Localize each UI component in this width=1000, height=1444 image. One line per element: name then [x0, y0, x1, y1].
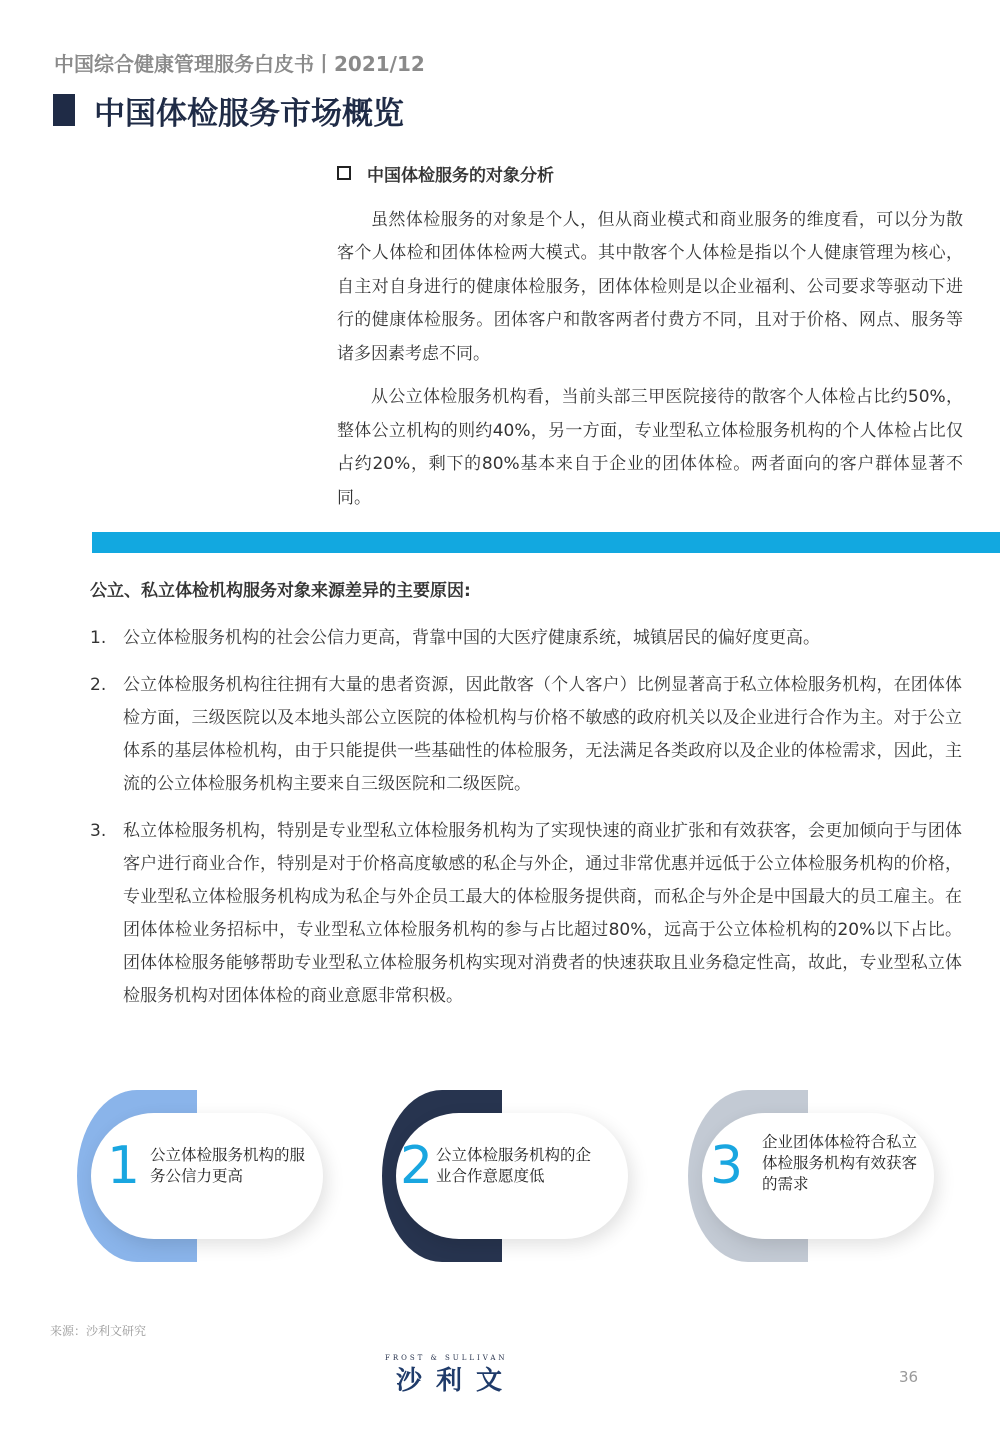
section-heading: 中国体检服务的对象分析 — [337, 160, 963, 194]
page-number: 36 — [899, 1368, 919, 1386]
logo-chinese: 沙利文 — [396, 1366, 517, 1396]
report-subtitle: 中国综合健康管理服务白皮书丨2021/12 — [54, 52, 425, 76]
card-number: 3 — [710, 1136, 744, 1196]
card-text: 公立体检服务机构的服务公信力更高 — [150, 1146, 306, 1185]
analysis-section — [337, 160, 963, 525]
list-item: 3. 私立体检服务机构，特别是专业型私立体检服务机构为了实现快速的商业扩张和有效获客，会更加倾向于与团体客户进行商业合作，特别是对于价格高度敏感的私企与外企，通过非常优惠并远低于公立体检服务机构的价格，专业型私立体检服务机构成为私企与外企员工最大的体检服务提供商，而私企与外企是中国最大的员工雇主。在团体体检业务招标中，专业型私立体检服务机构的参与占比超过80%，远高于公立体检机构的20%以下占比。团体体检服务能够帮助专业型私立体检服务机构实现对消费者的快速获取且业务稳定性高，故此，专业型私立体检服务机构对团体体检的商业意愿非常积极。 — [90, 821, 962, 1006]
divider-bar — [92, 532, 1000, 553]
logo-english: FROST & SULLIVAN — [385, 1354, 508, 1362]
reasons-section — [90, 575, 962, 1027]
checkbox-bullet-icon — [337, 166, 351, 180]
summary-card-3 — [688, 1090, 948, 1265]
title-accent-bar — [53, 94, 75, 126]
card-text: 企业团体体检符合私立体检服务机构有效获客的需求 — [762, 1133, 918, 1193]
card-number: 1 — [107, 1136, 141, 1196]
reasons-heading: 公立、私立体检机构服务对象来源差异的主要原因: — [90, 581, 471, 601]
list-item: 1. 公立体检服务机构的社会公信力更高，背靠中国的大医疗健康系统，城镇居民的偏好度更高。 — [90, 628, 820, 648]
source-note: 来源：沙利文研究 — [50, 1324, 147, 1338]
card-text: 公立体检服务机构的企业合作意愿度低 — [436, 1146, 592, 1185]
paragraph: 从公立体检服务机构看，当前头部三甲医院接待的散客个人体检占比约50%，整体公立机构的则约40%，另一方面，专业型私立体检服务机构的个人体检占比仅占约20%，剩下的80%基本来自于企业的团体体检。两者面向的客户群体显著不同。 — [337, 387, 963, 508]
summary-card-1 — [77, 1090, 337, 1265]
list-item: 2. 公立体检服务机构往往拥有大量的患者资源，因此散客（个人客户）比例显著高于私立体检服务机构，在团体体检方面，三级医院以及本地头部公立医院的体检机构与价格不敏感的政府机关以及企业进行合作为主。对于公立体系的基层体检机构，由于只能提供一些基础性的体检服务，无法满足各类政府以及企业的体检需求，因此，主流的公立体检服务机构主要来自三级医院和二级医院。 — [90, 675, 962, 794]
summary-card-2 — [382, 1090, 642, 1265]
card-number: 2 — [400, 1136, 434, 1196]
page-title: 中国体检服务市场概览 — [94, 96, 404, 132]
paragraph: 虽然体检服务的对象是个人，但从商业模式和商业服务的维度看，可以分为散客个人体检和团体体检两大模式。其中散客个人体检是指以个人健康管理为核心，自主对自身进行的健康体检服务，团体体检则是以企业福利、公司要求等驱动下进行的健康体检服务。团体客户和散客两者付费方不同，且对于价格、网点、服务等诸多因素考虑不同。 — [337, 209, 963, 364]
